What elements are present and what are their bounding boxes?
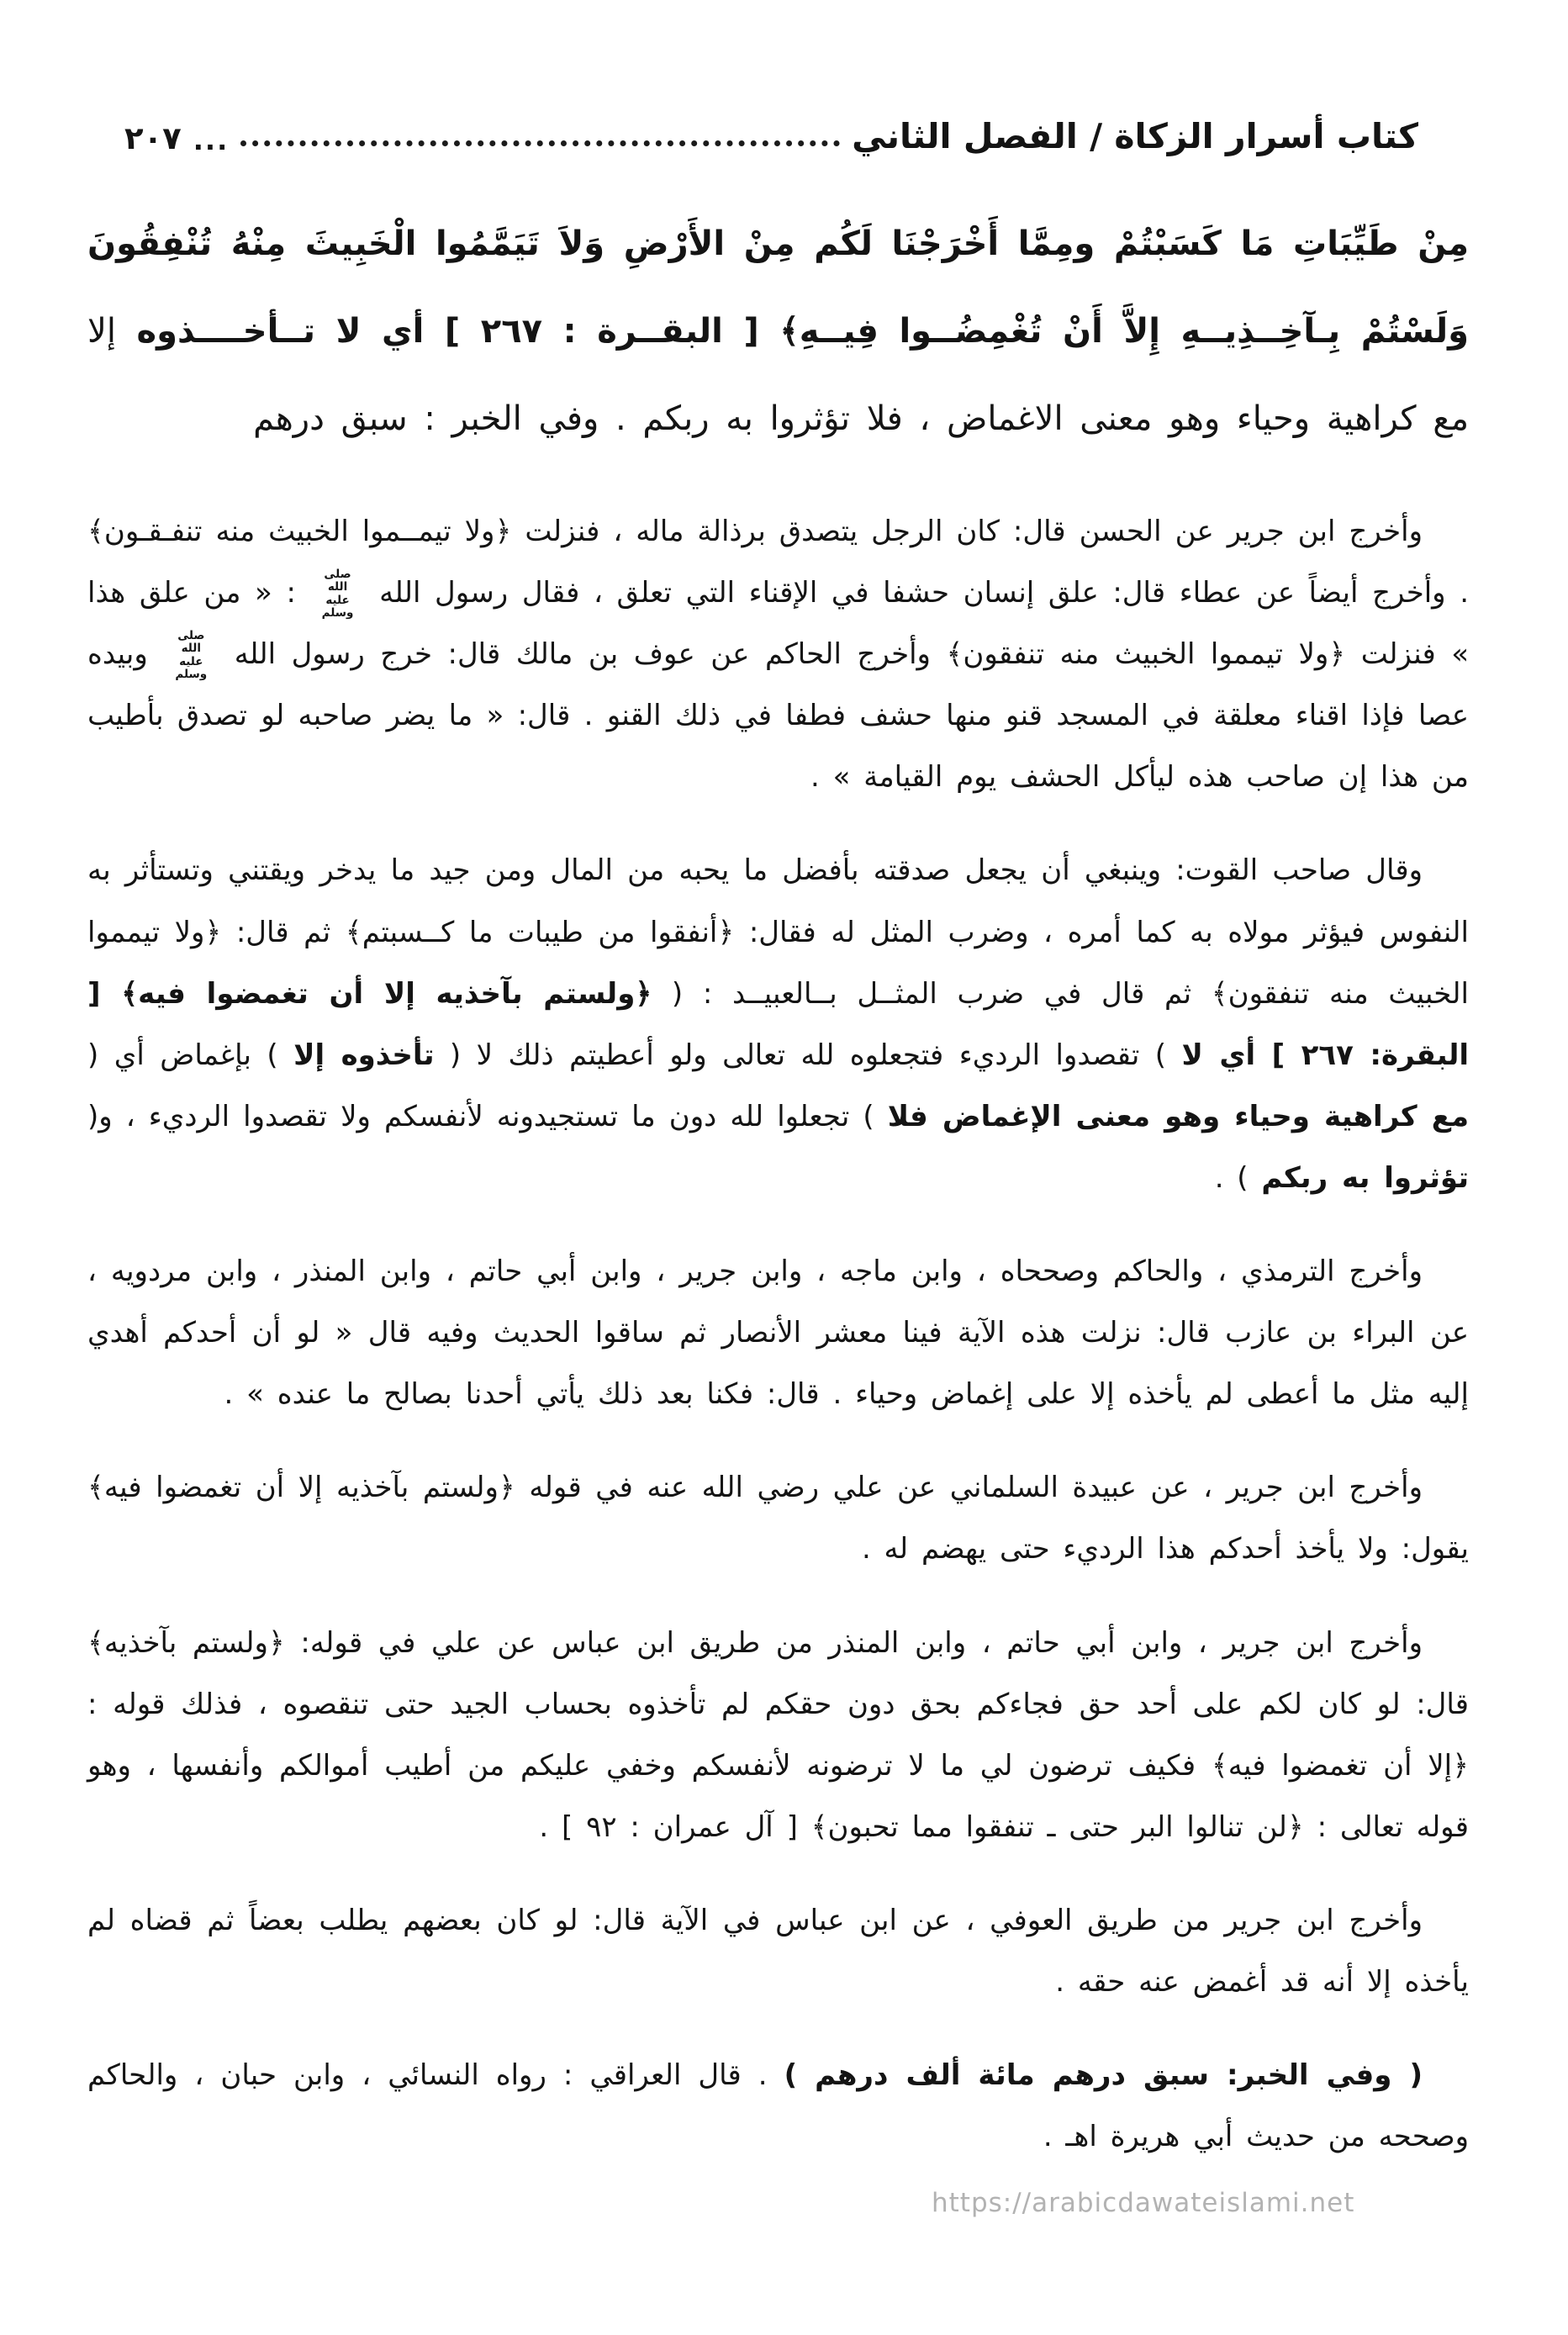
page-content [0, 156, 1568, 2168]
text-segment: وبيده عصا فإذا اقناء معلقة في المسجد قنو منها حشف فطفا في ذلك القنو . قال: « ما يضر صاحبه لو تصدق بأطيب من هذا إن صاحب هذه ليأكل الحشف يوم القيامة » . [87, 637, 1469, 795]
body-paragraph [87, 1890, 1469, 2013]
text-segment: ) تقصدوا الرديء فتجعلوه لله تعالى ولو أعطيتم ذلك لا ( [434, 1038, 1182, 1072]
quran-verse-paragraph [87, 200, 1469, 462]
body-paragraph [87, 501, 1469, 808]
body-paragraph [87, 840, 1469, 1209]
text-segment: وأخرج ابن جرير ، وابن أبي حاتم ، وابن المنذر من طريق ابن عباس عن علي في قوله: ﴿ولستم بآخذيه﴾ قال: لو كان لكم على أحد حق فجاءكم بحق دون حقكم لم تأخذوه بحساب الجيد حتى تنقصوه ، فذلك قوله : ﴿إلا أن تغمضوا فيه﴾ فكيف ترضون لي ما لا ترضونه لأنفسكم وخفي عليكم من أطيب أموالكم وأنفسها ، وهو قوله تعالى : ﴿لن تنالوا البر حتى ـ تنفقوا مما تحبون﴾ [ آل عمران : ٩٢ ] . [87, 1625, 1469, 1844]
text-segment: . قال العراقي : رواه النسائي ، وابن حبان ، والحاكم وصححه من حديث أبي هريرة اهـ . [87, 2058, 1469, 2154]
watermark-url: https://arabicdawateislami.net [932, 2188, 1355, 2218]
text-segment: ) تجعلوا لله دون ما تستجيدونه لأنفسكم ولا تقصدوا الرديء ، و( [87, 1099, 888, 1133]
body-paragraph [87, 1613, 1469, 1858]
text-segment: ﴿ولستم بآخذيه إلا أن تغمضوا فيه﴾ [ البقرة: ٢٦٧ ] أي لا [87, 976, 1469, 1072]
text-segment: ) بإغماض أي ( [87, 1038, 294, 1072]
honorific-mark: صلى الله عليه وسلم [175, 628, 208, 682]
page-number: ٢٠٧ [124, 120, 182, 156]
body-paragraph [87, 2045, 1469, 2168]
text-segment: مِنْ طَيِّبَاتِ مَا كَسَبْتُمْ ومِمَّا أَخْرَجْنَا لَكُم مِنْ الأَرْضِ وَلاَ تَيَمَّمُوا الْخَبِيثَ مِنْهُ تُنْفِقُونَ وَلَسْتُمْ بِـآخِــذِيــهِ إِلاَّ أَنْ تُغْمِضُــوا فِيــهِ﴾ [ البقــرة : ٢٦٧ ] أي لا تــأخــــذوه [87, 225, 1470, 351]
honorific-mark: صلى الله عليه وسلم [321, 567, 354, 621]
dotted-leader [240, 140, 840, 146]
text-segment: تؤثروا به ربكم [1261, 1160, 1469, 1195]
book-title: كتاب أسرار الزكاة / الفصل الثاني [852, 116, 1418, 156]
text-segment: ) . [1214, 1160, 1262, 1195]
leader-ellipsis: ... [193, 124, 230, 156]
text-segment: تأخذوه إلا [293, 1038, 435, 1072]
text-segment: وقال صاحب القوت: وينبغي أن يجعل صدقته بأفضل ما يحبه من المال ومن جيد ما يدخر ويقتني وتستأثر به النفوس فيؤثر مولاه به كما أمره ، وضرب المثل له فقال: ﴿أنفقوا من طيبات ما كــسبتم﴾ ثم قال: ﴿ولا تيمموا الخبيث منه تنفقون﴾ ثم قال في ضرب المثــل بــالعبيــد : ( [87, 853, 1469, 1011]
running-head [0, 0, 1568, 156]
text-segment: ( وفي الخبر: سبق درهم مائة ألف درهم ) [784, 2058, 1423, 2093]
text-segment: مع كراهية وحياء وهو معنى الإغماض فلا [887, 1099, 1469, 1133]
text-segment: وأخرج ابن جرير عن الحسن قال: كان الرجل يتصدق برذالة ماله ، فنزلت ﴿ولا تيمــموا الخبيث منه تنفـقـون﴾ . وأخرج أيضاً عن عطاء قال: علق إنسان حشفا في الإقناء التي تعلق ، فقال رسول الله [87, 515, 1470, 610]
body-paragraphs [87, 501, 1469, 2168]
text-segment: إلا مع كراهية وحياء وهو معنى الاغماض ، فلا تؤثروا به ربكم . وفي الخبر : سبق درهم [87, 312, 1469, 438]
text-segment: وأخرج الترمذي ، والحاكم وصححاه ، وابن ماجه ، وابن جرير ، وابن أبي حاتم ، وابن المنذر ، وابن مردويه ، عن البراء بن عازب قال: نزلت هذه الآية فينا معشر الأنصار ثم ساقوا الحديث وفيه قال « لو أن أحدكم أهدي إليه مثل ما أعطى لم يأخذه إلا على إغماض وحياء . قال: فكنا بعد ذلك يأتي أحدنا بصالح ما عنده » . [87, 1255, 1469, 1412]
text-segment: وأخرج ابن جرير ، عن عبيدة السلماني عن علي رضي الله عنه في قوله ﴿ولستم بآخذيه إلا أن تغمضوا فيه﴾ يقول: ولا يأخذ أحدكم هذا الرديء حتى يهضم له . [87, 1471, 1469, 1566]
body-paragraph [87, 1457, 1469, 1580]
text-segment: وأخرج ابن جرير من طريق العوفي ، عن ابن عباس في الآية قال: لو كان بعضهم يطلب بعضاً ثم قضاه لم يأخذه إلا أنه قد أغمض عنه حقه . [87, 1903, 1469, 1999]
text-segment: : « من علق هذا » فنزلت ﴿ولا تيمموا الخبيث منه تنفقون﴾ وأخرج الحاكم عن عوف بن مالك قال: خرج رسول الله [87, 576, 1470, 672]
body-paragraph [87, 1241, 1469, 1425]
